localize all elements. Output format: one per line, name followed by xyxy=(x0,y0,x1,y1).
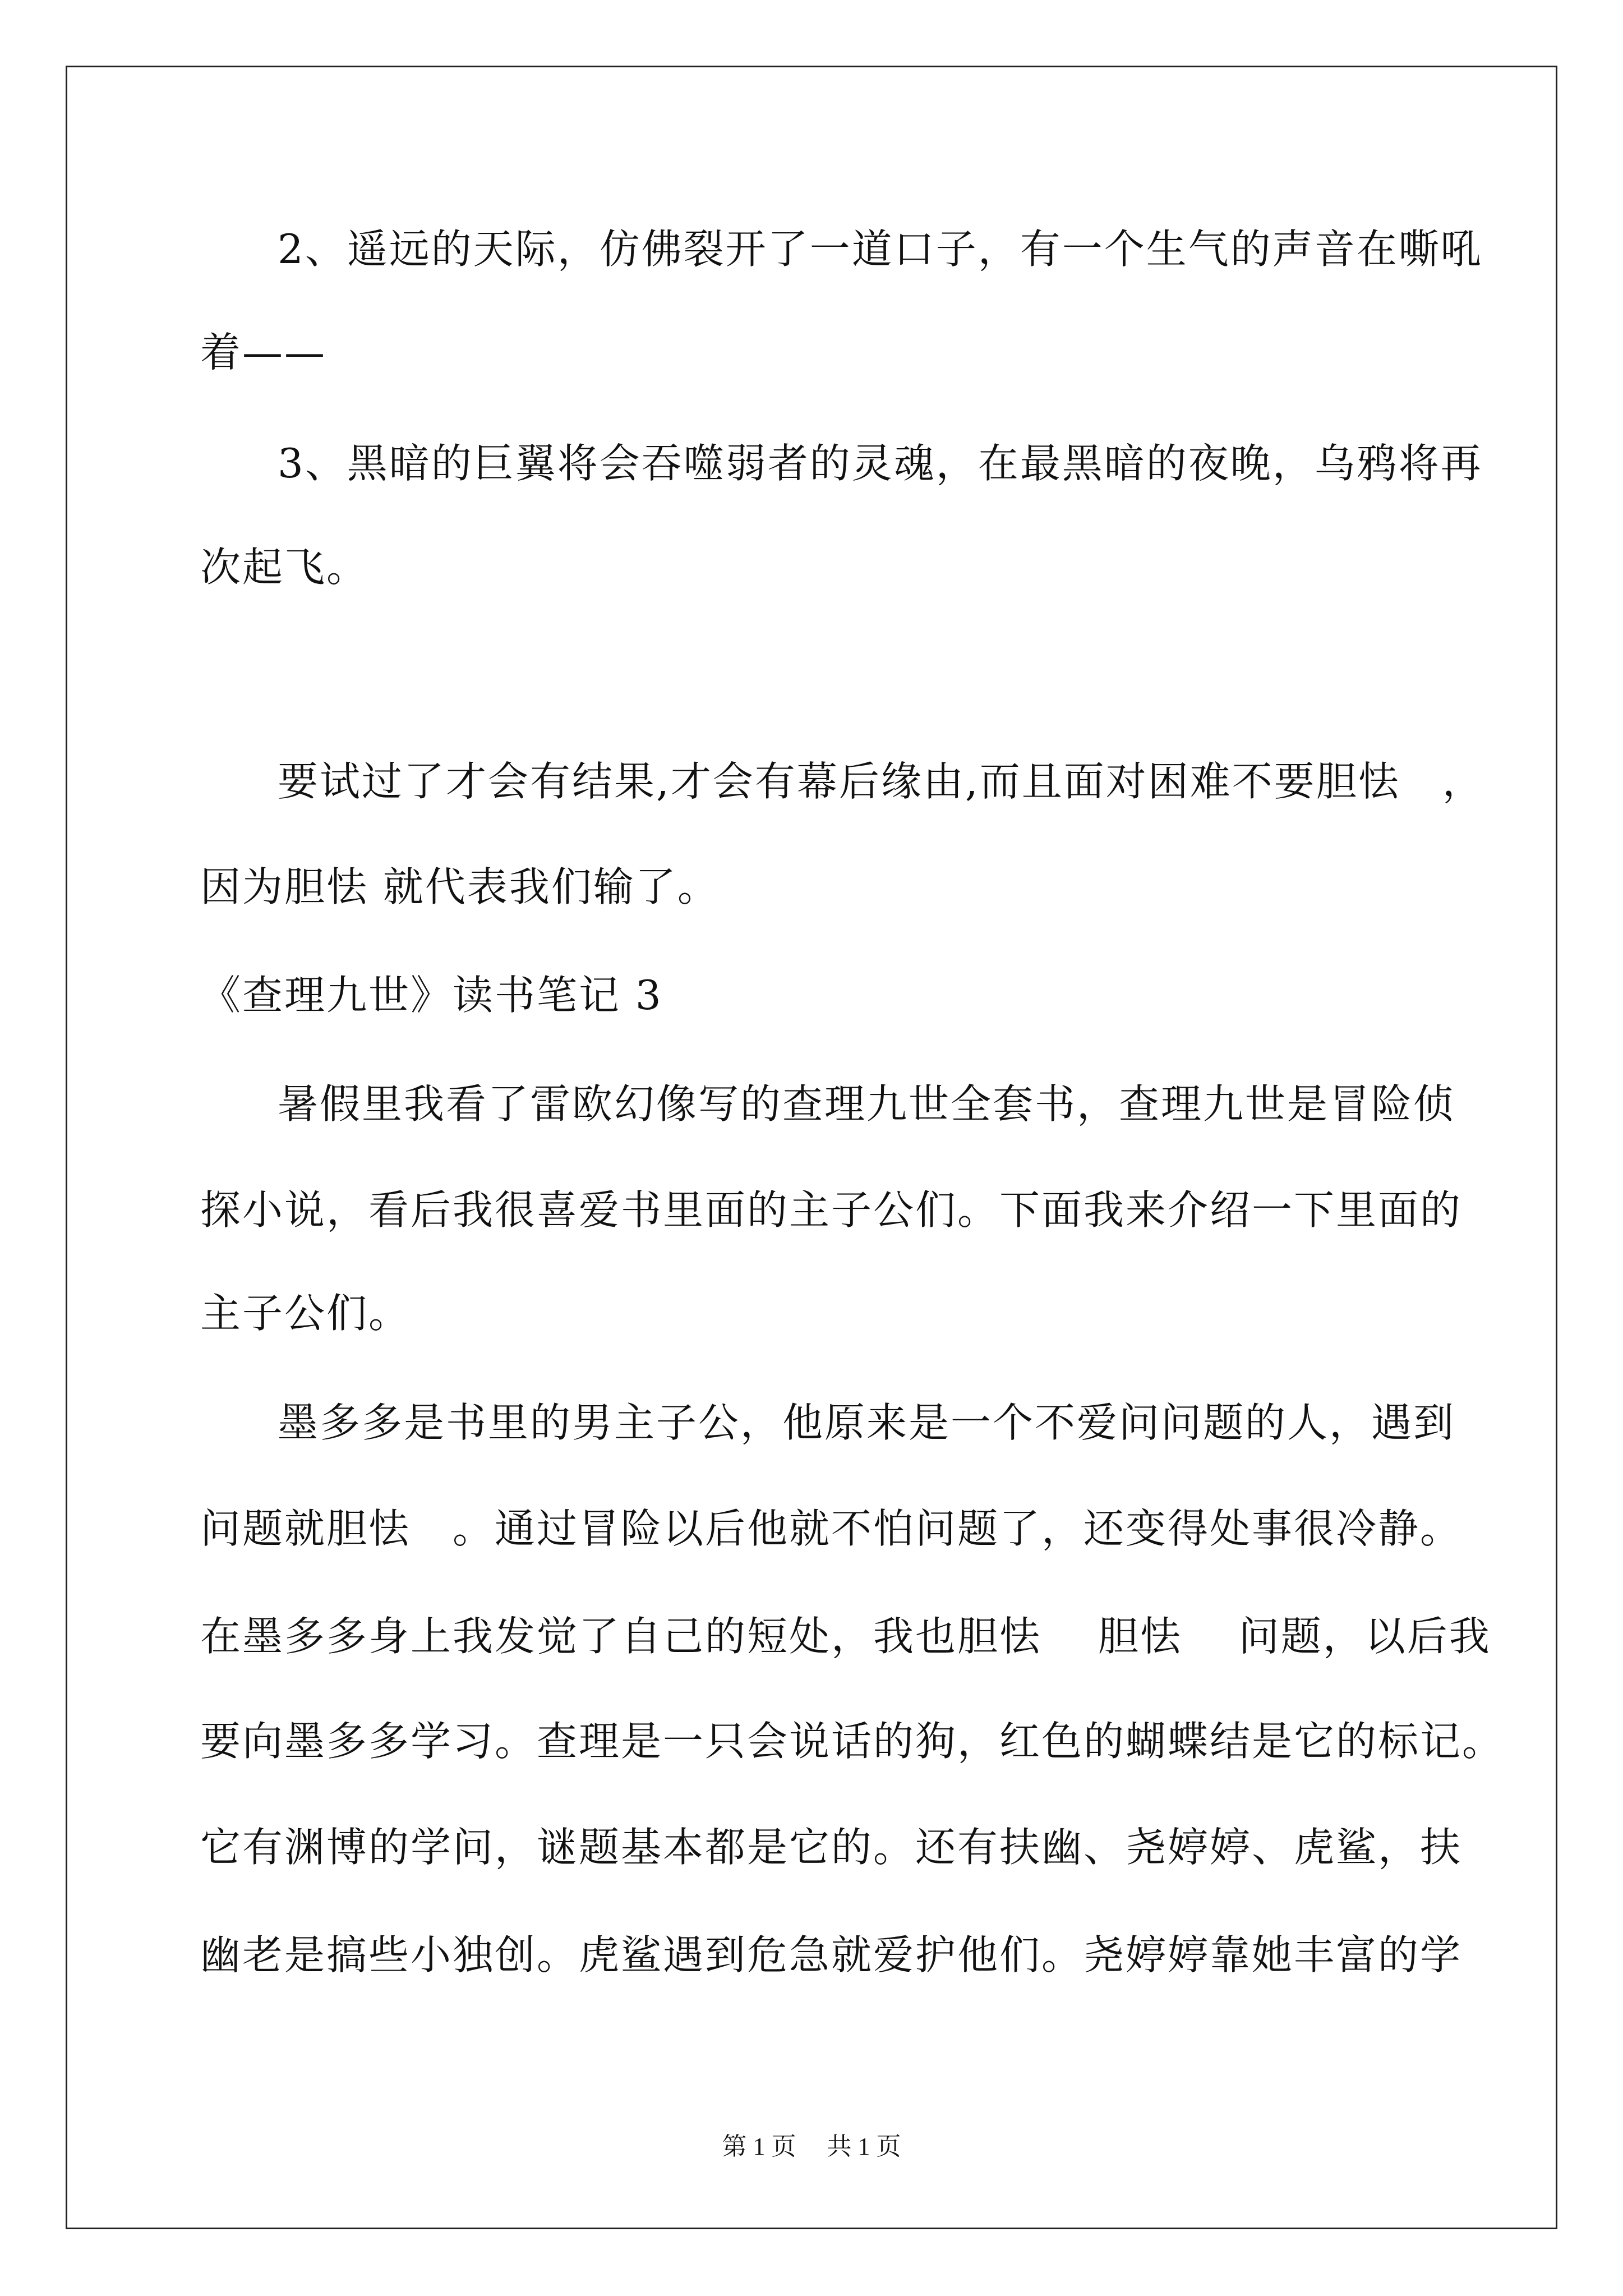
page-footer: 第 1 页 共 1 页 xyxy=(722,2133,901,2160)
paragraph-line: 在墨多多身上我发觉了自己的短处，我也胆怯 胆怯 问题，以后我 xyxy=(200,1613,1491,1660)
paragraph-line: 要向墨多多学习。查理是一只会说话的狗，红色的蝴蝶结是它的标记。 xyxy=(200,1718,1505,1765)
paragraph-line: 2、遥远的天际，仿佛裂开了一道口子，有一个生气的声音在嘶吼 xyxy=(278,226,1483,273)
paragraph-line: 次起飞。 xyxy=(200,544,369,591)
paragraph-line: 墨多多是书里的男主子公，他原来是一个不爱问问题的人，遇到 xyxy=(278,1399,1456,1446)
paragraph-line: 它有渊博的学问，谜题基本都是它的。还有扶幽、尧婷婷、虎鲨，扶 xyxy=(200,1824,1463,1871)
paragraph-line: 着—— xyxy=(200,329,327,376)
paragraph-line: 主子公们。 xyxy=(200,1290,411,1337)
paragraph-line: 3、黑暗的巨翼将会吞噬弱者的灵魂，在最黑暗的夜晚，乌鸦将再 xyxy=(278,440,1483,487)
paragraph-line: 探小说，看后我很喜爱书里面的主子公们。下面我来介绍一下里面的 xyxy=(200,1186,1463,1234)
section-heading: 《查理九世》读书笔记 3 xyxy=(200,972,663,1019)
page-border xyxy=(66,66,1557,2229)
paragraph-line: 问题就胆怯 。通过冒险以后他就不怕问题了，还变得处事很冷静。 xyxy=(200,1505,1463,1552)
paragraph-line: 要试过了才会有结果,才会有幕后缘由,而且面对困难不要胆怯 ， xyxy=(278,758,1484,805)
paragraph-line: 因为胆怯 就代表我们输了。 xyxy=(200,863,720,910)
paragraph-line: 幽老是搞些小独创。虎鲨遇到危急就爱护他们。尧婷婷靠她丰富的学 xyxy=(200,1931,1463,1978)
paragraph-line: 暑假里我看了雷欧幻像写的查理九世全套书，查理九世是冒险侦 xyxy=(278,1080,1456,1128)
